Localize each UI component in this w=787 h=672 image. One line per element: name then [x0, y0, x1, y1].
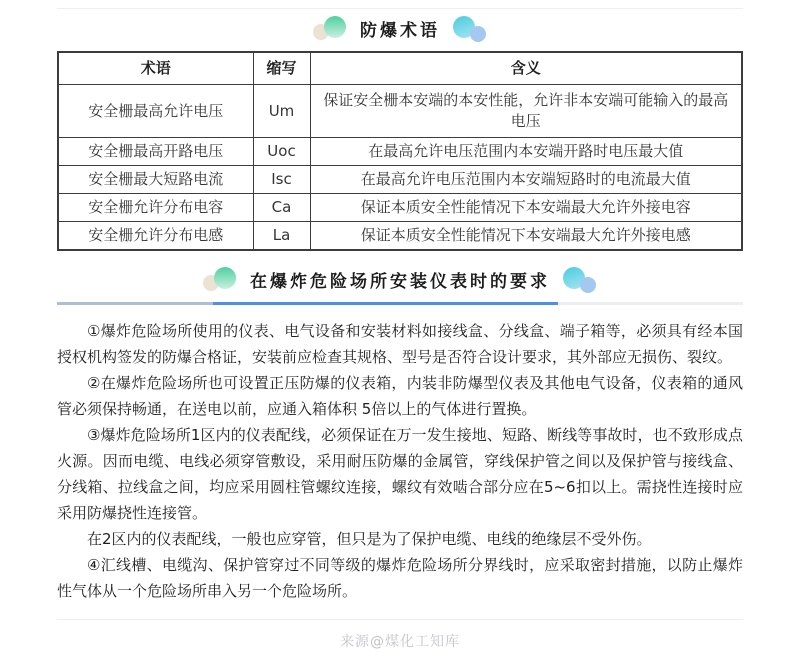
paragraph-4: 在2区内的仪表配线，一般也应穿管，但只是为了保护电缆、电线的绝缘层不受外伤。: [87, 530, 652, 548]
col-header-abbr: 缩写: [253, 52, 310, 85]
meaning-cell: 保证本质安全性能情况下本安端最大允许外接电容: [310, 194, 742, 222]
blue-dot-icon: [580, 277, 596, 293]
article-body: [57, 318, 743, 604]
green-dot-icon: [214, 267, 236, 289]
decorative-dots-left-2: [203, 266, 237, 292]
abbr-cell: Uoc: [253, 138, 310, 166]
paragraph-3: ③爆炸危险场所1区内的仪表配线，必须保证在万一发生接地、短路、断线等事故时，也不致形成点火源。因而电缆、电线必须穿管敷设，采用耐压防爆的金属管，穿线保护管之间以及保护管与接线盒、分线箱、拉线盒之间，均应采用圆柱管螺纹连接，螺纹有效啮合部分应在5~6扣以上。需挠性连接时应采用防爆挠性连接管。: [57, 426, 743, 522]
table-row: [58, 138, 742, 166]
abbr-cell: La: [253, 222, 310, 251]
paragraph-5: ④汇线槽、电缆沟、保护管穿过不同等级的爆炸危险场所分界线时，应采取密封措施，以防止爆炸性气体从一个危险场所串入另一个危险场所。: [57, 556, 743, 600]
decorative-dots-right-1: [453, 15, 487, 41]
paragraph-1: ①爆炸危险场所使用的仪表、电气设备和安装材料如接线盒、分线盒、端子箱等，必须具有经本国授权机构签发的防爆合格证，安装前应检查其规格、型号是否符合设计要求，其外部应无损伤、裂纹。: [57, 322, 743, 366]
meaning-cell: 在最高允许电压范围内本安端短路时的电流最大值: [310, 166, 742, 194]
abbr-cell: Isc: [253, 166, 310, 194]
source-credit: 来源@煤化工知库: [340, 634, 460, 650]
decorative-dots-right-2: [563, 266, 597, 292]
section2-header: [57, 266, 743, 292]
term-cell: 安全栅最高开路电压: [58, 138, 253, 166]
divider-segment-light: [558, 302, 743, 305]
meaning-cell: 保证安全栅本安端的本安性能，允许非本安端可能输入的最高电压: [310, 85, 742, 138]
divider-segment-blue: [213, 302, 558, 305]
table-row: [58, 222, 742, 251]
term-cell: 安全栅允许分布电容: [58, 194, 253, 222]
table-row: [58, 85, 742, 138]
table-header-row: [58, 52, 742, 85]
divider-segment-gray: [57, 302, 213, 305]
abbr-cell: Ca: [253, 194, 310, 222]
blue-dot-icon: [470, 26, 486, 42]
decorative-dots-left-1: [313, 15, 347, 41]
footer-divider: [57, 619, 743, 620]
term-cell: 安全栅最大短路电流: [58, 166, 253, 194]
meaning-cell: 在最高允许电压范围内本安端开路时电压最大值: [310, 138, 742, 166]
top-divider: [57, 8, 743, 9]
section-accent-divider: [57, 302, 743, 305]
terms-table: [57, 51, 743, 251]
section1-title: 防爆术语: [360, 20, 440, 41]
table-row: [58, 166, 742, 194]
green-dot-icon: [324, 16, 346, 38]
col-header-meaning: 含义: [310, 52, 742, 85]
col-header-term: 术语: [58, 52, 253, 85]
term-cell: 安全栅允许分布电感: [58, 222, 253, 251]
term-cell: 安全栅最高允许电压: [58, 85, 253, 138]
paragraph-2: ②在爆炸危险场所也可设置正压防爆的仪表箱，内装非防爆型仪表及其他电气设备，仪表箱的通风管必须保持畅通，在送电以前，应通入箱体积 5倍以上的气体进行置换。: [57, 374, 743, 418]
section2-title: 在爆炸危险场所安装仪表时的要求: [250, 271, 550, 292]
section1-header: [57, 15, 743, 41]
table-row: [58, 194, 742, 222]
abbr-cell: Um: [253, 85, 310, 138]
meaning-cell: 保证本质安全性能情况下本安端最大允许外接电感: [310, 222, 742, 251]
